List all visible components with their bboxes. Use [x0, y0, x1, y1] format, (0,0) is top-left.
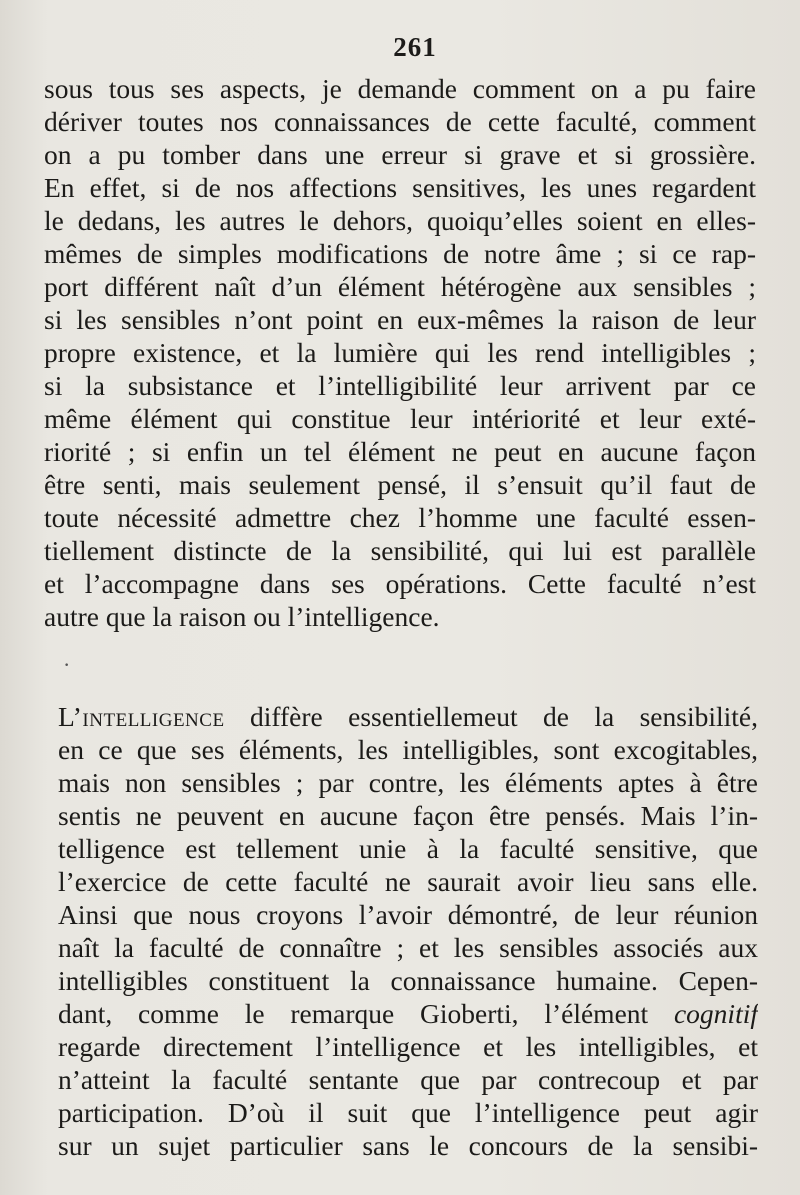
text-line: participation. D’où il suit que l’intelligence peut agir: [58, 1097, 758, 1128]
first-line-text: diffère essentiellemeut de la sensibilité,: [249, 701, 758, 732]
text-line: Ainsi que nous croyons l’avoir démontré, de leur réunion: [58, 899, 758, 930]
text-line: naît la faculté de connaître ; et les sensibles associés aux: [58, 932, 758, 963]
text-line: sous tous ses aspects, je demande comment on a pu faire: [44, 73, 756, 104]
paragraph-1: [44, 72, 756, 633]
text-line: si la subsistance et l’intelligibilité leur arrivent par ce: [44, 370, 756, 401]
text-line: port différent naît d’un élément hétérogène aux sensibles ;: [44, 271, 756, 302]
text-line: riorité ; si enfin un tel élément ne peut en aucune façon: [44, 436, 756, 467]
text-line: sur un sujet particulier sans le concours de la sensibi-: [58, 1130, 758, 1161]
text-line: regarde directement l’intelligence et les intelligibles, et: [58, 1031, 758, 1062]
text-line: si les sensibles n’ont point en eux-mêmes la raison de leur: [44, 304, 756, 335]
text-line: propre existence, et la lumière qui les rend intelligibles ;: [44, 337, 756, 368]
text-line: l’exercice de cette faculté ne saurait avoir lieu sans elle.: [58, 866, 758, 897]
text-line: intelligibles constituent la connaissance humaine. Cepen-: [58, 965, 758, 996]
page-number: 261: [393, 32, 437, 62]
text-line: n’atteint la faculté sentante que par contrecoup et par: [58, 1064, 758, 1095]
text-line: [58, 700, 758, 733]
text-line: on a pu tomber dans une erreur si grave et si grossière.: [44, 139, 756, 170]
text-line: mais non sensibles ; par contre, les éléments aptes à être: [58, 767, 758, 798]
text-line: toute nécessité admettre chez l’homme une faculté essen-: [44, 502, 756, 533]
gioberti-text: dant, comme le remarque Gioberti, l’élément: [58, 998, 649, 1029]
text-line: même élément qui constitue leur intériorité et leur exté-: [44, 403, 756, 434]
text-line: tiellement distincte de la sensibilité, qui lui est parallèle: [44, 535, 756, 566]
text-line: et l’accompagne dans ses opérations. Cette faculté n’est: [44, 568, 756, 599]
text-line: autre que la raison ou l’intelligence.: [44, 601, 440, 632]
text-line: le dedans, les autres le dehors, quoiqu’elles soient en elles-: [44, 205, 756, 236]
text-line: telligence est tellement unie à la faculté sensitive, que: [58, 833, 758, 864]
text-line: en ce que ses éléments, les intelligibles, sont excogitables,: [58, 734, 758, 765]
text-line: En effet, si de nos affections sensitives, les unes regardent: [44, 172, 756, 203]
text-line: dériver toutes nos connaissances de cette faculté, comment: [44, 106, 756, 137]
italic-term: cognitif: [673, 998, 758, 1029]
stray-mark: ·: [63, 652, 71, 677]
text-line: être senti, mais seulement pensé, il s’ensuit qu’il faut de: [44, 469, 756, 500]
text-line: sentis ne peuvent en aucune façon être pensés. Mais l’in-: [58, 800, 758, 831]
paragraph-2: [58, 700, 758, 1162]
text-line: [58, 997, 758, 1030]
text-line: mêmes de simples modifications de notre âme ; si ce rap-: [44, 238, 756, 269]
section-lead-in: L’intelligence: [58, 701, 225, 732]
